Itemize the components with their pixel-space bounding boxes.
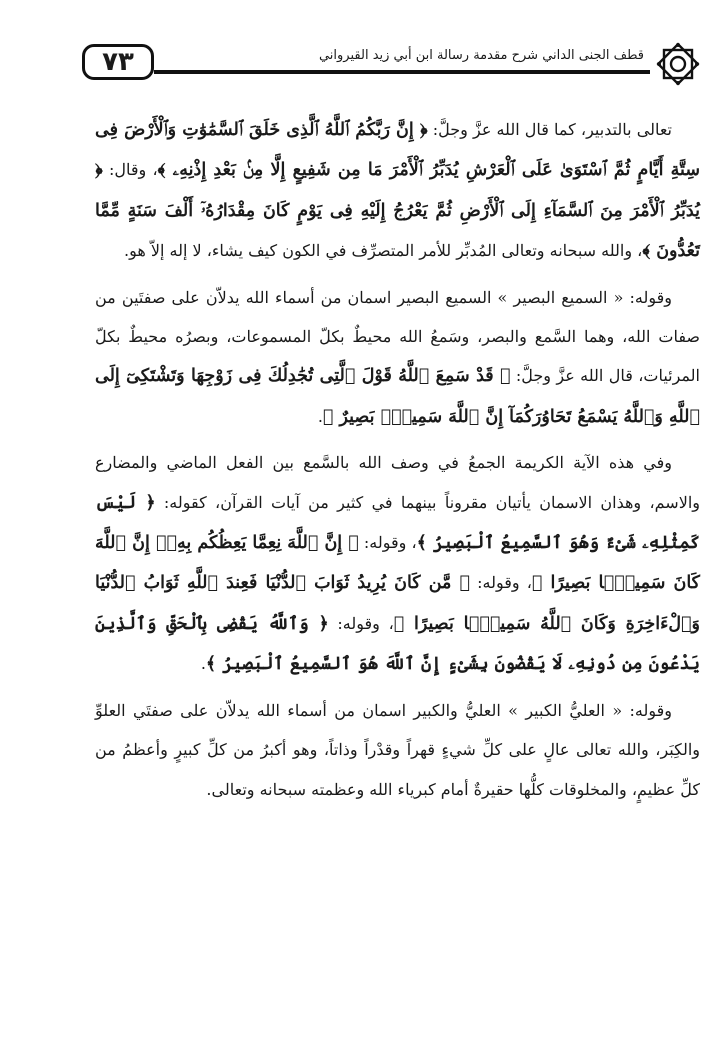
paragraph (95, 443, 700, 684)
quran-verse: ﴿ قَدْ سَمِعَ ٱللَّهُ قَوْلَ ٱلَّتِى تُجَٰدِلُكَ فِى زَوْجِهَا وَتَشْتَكِىٓ إِلَى ٱللَّهِ وَٱللَّهُ يَسْمَعُ تَحَاوُرَكُمَآ إِنَّ ٱللَّهَ سَمِيعٌۢ بَصِيرٌ ﴾ (95, 366, 700, 427)
body-text: وقوله: « السميع البصير » السميع البصير اسمان من أسماء الله يدلاّن على صفتَين من صفات الله، وهما السَّمع والبصر، وسَمعُ الله محيطٌ بكلّ المسموعات، وبصرُه محيطٌ بكلّ المرئيات، قال الله عزَّ وجلَّ: (95, 287, 700, 386)
body-text: . (317, 406, 323, 426)
quran-verse: ﴿ إِنَّ ٱللَّهَ نِعِمَّا يَعِظُكُم بِهِۦٓ إِنَّ ٱللَّهَ كَانَ سَمِيعًۢا بَصِيرًا ﴾ (95, 533, 700, 594)
paragraph (95, 278, 700, 438)
body-text: وقوله: « العليُّ الكبير » العليُّ والكبير اسمان من أسماء الله يدلاّن على صفتَي العلوِّ والكِبَر، والله تعالى عالٍ على كلِّ شيءٍ قهراً وقدْراً وذاتاً، وهو أكبرُ من كلِّ كبيرٍ وأعظمُ من كلِّ عظيمٍ، والمخلوقات كلُّها حقيرةٌ أمام كبرياء الله وعظمته سبحانه وتعالى. (95, 700, 700, 799)
page-body (95, 110, 700, 809)
body-text: ، وقوله: (470, 573, 532, 593)
body-text: ، وقال: (102, 160, 158, 180)
body-text: . (200, 654, 206, 674)
eight-point-star-flower-icon (654, 40, 702, 88)
quran-verse: ﴿ يُدَبِّرُ ٱلْأَمْرَ مِنَ ٱلسَّمَآءِ إِلَى ٱلْأَرْضِ ثُمَّ يَعْرُجُ إِلَيْهِ فِى يَوْمٍ كَانَ مِقْدَارُهُۥٓ أَلْفَ سَنَةٍ مِّمَّا تَعُدُّونَ ﴾ (95, 160, 700, 262)
quran-verse: ﴿ مَّن كَانَ يُرِيدُ ثَوَابَ ٱلدُّنْيَا فَعِندَ ٱللَّهِ ثَوَابُ ٱلدُّنْيَا وَٱلْءَاخِرَةِ وَكَانَ ٱللَّهُ سَمِيعًۢا بَصِيرًا ﴾ (95, 573, 700, 634)
quran-verse: ﴿ إِنَّ رَبَّكُمُ ٱللَّهُ ٱلَّذِى خَلَقَ ٱلسَّمَٰوَٰتِ وَٱلْأَرْضَ فِى سِتَّةِ أَيَّامٍ ثُمَّ ٱسْتَوَىٰ عَلَى ٱلْعَرْشِ يُدَبِّرُ ٱلْأَمْرَ مَا مِن شَفِيعٍ إِلَّا مِنۢ بَعْدِ إِذْنِهِۦ ﴾ (95, 120, 700, 181)
paragraph (95, 110, 700, 272)
body-text: ، وقوله: (328, 613, 394, 633)
body-text: ، والله سبحانه وتعالى المُدبِّر للأمر المتصرِّف في الكون كيف يشاء، لا إله إلاّ هو. (124, 241, 643, 261)
book-title: قطف الجنى الداني شرح مقدمة رسالة ابن أبي زيد القيرواني (318, 48, 644, 63)
header-divider (154, 70, 650, 74)
body-text: ، وقوله: (358, 533, 417, 553)
quran-verse: ﴿ لَيْسَ كَمِثْلِهِۦ شَىْءٌ وَهُوَ ٱلسَّمِيعُ ٱلْبَصِيرُ ﴾ (95, 492, 700, 554)
quran-verse: ﴿ وَٱللَّهُ يَقْضِى بِٱلْحَقِّ وَٱلَّذِينَ يَدْعُونَ مِن دُونِهِۦ لَا يَقْضُونَ بِشَىْءٍ إِنَّ ٱللَّهَ هُوَ ٱلسَّمِيعُ ٱلْبَصِيرُ ﴾ (95, 613, 700, 675)
body-text: تعالى بالتدبير، كما قال الله عزَّ وجلَّ: (427, 120, 672, 139)
paragraph (95, 691, 700, 809)
page-header (82, 40, 702, 90)
page-number: ٧٣ (82, 44, 154, 80)
body-text: وفي هذه الآية الكريمة الجمعُ في وصف الله بالسَّمع بين الفعل الماضي والمضارع والاسم، وهذان الاسمان يأتيان مقروناً بينهما في كثير من آيات القرآن، كقوله: (95, 453, 700, 512)
